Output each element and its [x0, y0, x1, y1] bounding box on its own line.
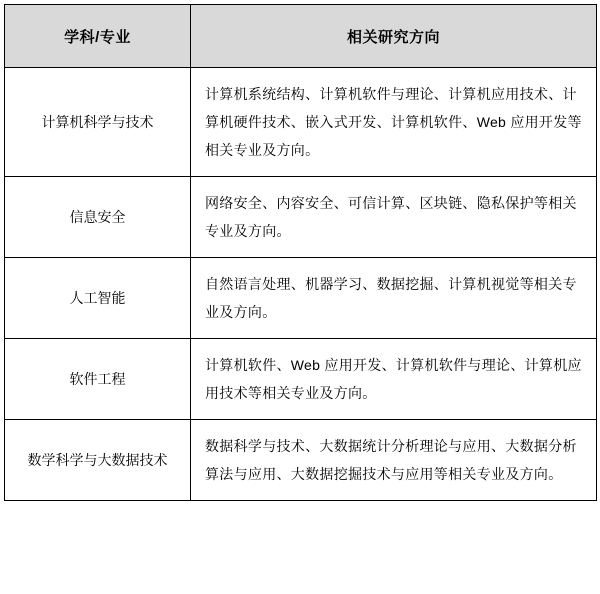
cell-subject: 数学科学与大数据技术 — [5, 420, 191, 501]
column-header-direction: 相关研究方向 — [191, 5, 597, 68]
cell-subject: 人工智能 — [5, 258, 191, 339]
table-header — [5, 5, 597, 68]
subject-research-table — [4, 4, 597, 501]
cell-direction: 数据科学与技术、大数据统计分析理论与应用、大数据分析算法与应用、大数据挖掘技术与应用等相关专业及方向。 — [191, 420, 597, 501]
cell-direction: 网络安全、内容安全、可信计算、区块链、隐私保护等相关专业及方向。 — [191, 177, 597, 258]
table-row — [5, 258, 597, 339]
table-row — [5, 339, 597, 420]
cell-direction: 计算机系统结构、计算机软件与理论、计算机应用技术、计算机硬件技术、嵌入式开发、计算机软件、Web 应用开发等相关专业及方向。 — [191, 68, 597, 177]
cell-direction: 自然语言处理、机器学习、数据挖掘、计算机视觉等相关专业及方向。 — [191, 258, 597, 339]
column-header-subject: 学科/专业 — [5, 5, 191, 68]
cell-subject: 软件工程 — [5, 339, 191, 420]
table-row — [5, 420, 597, 501]
table-row — [5, 68, 597, 177]
cell-subject: 信息安全 — [5, 177, 191, 258]
table-header-row — [5, 5, 597, 68]
table-body — [5, 68, 597, 501]
table-row — [5, 177, 597, 258]
cell-direction: 计算机软件、Web 应用开发、计算机软件与理论、计算机应用技术等相关专业及方向。 — [191, 339, 597, 420]
cell-subject: 计算机科学与技术 — [5, 68, 191, 177]
